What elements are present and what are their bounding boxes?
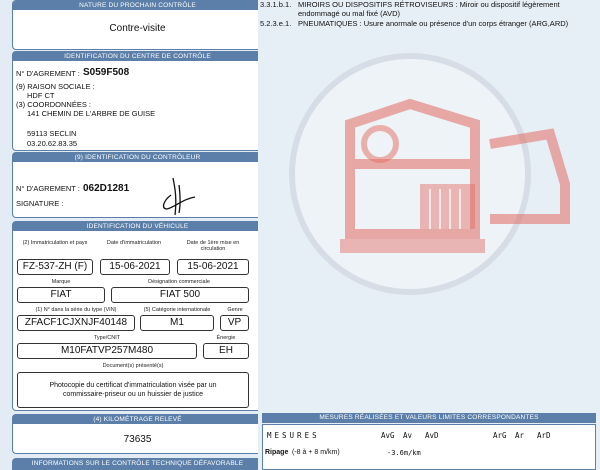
ripage-limits: (-8 à + 8 m/km)	[292, 449, 340, 456]
controller-signature-label: SIGNATURE :	[16, 199, 64, 208]
center-address-line2: 59113 SECLIN	[27, 129, 77, 138]
measures-col-avg: AvG	[381, 431, 395, 440]
measures-col-avd: AvD	[425, 431, 439, 440]
first-circ-value: 15-06-2021	[177, 259, 249, 275]
info-header: INFORMATIONS SUR LE CONTRÔLE TECHNIQUE DÉFAVORABLE	[12, 458, 263, 470]
controller-agreement-label: N° D'AGREMENT :	[16, 184, 80, 193]
mileage-value: 73635	[123, 434, 152, 445]
center-raison-value: HDF CT	[27, 91, 55, 100]
reg-value: FZ-537-ZH (F)	[17, 259, 93, 275]
docs-caption: Document(s) présenté(s)	[102, 363, 164, 369]
measures-col-ard: ArD	[537, 431, 551, 440]
defect-text: MIROIRS OU DISPOSITIFS RÉTROVISEURS : Miroir ou dispositif légèrement endommagé ou mal fixé (AVD)	[298, 0, 560, 18]
vin-value: ZFACF1CJXNJF40148	[17, 315, 135, 331]
category-value: M1	[140, 315, 214, 331]
measures-table	[262, 424, 596, 470]
next-control-value: Contre-visite	[109, 23, 166, 34]
ripage-label: Ripage	[265, 449, 289, 456]
right-panel	[258, 0, 600, 470]
controller-agreement-value: 062D1281	[83, 183, 130, 194]
genre-value: VP	[220, 315, 249, 331]
defect-text: PNEUMATIQUES : Usure anormale ou présence d'un corps étranger (ARG,ARD)	[298, 19, 569, 28]
measures-header: MESURES RÉALISÉES ET VALEURS LIMITES CORRESPONDANTES	[262, 413, 596, 423]
measures-col-ar: Ar	[515, 431, 525, 440]
next-control-header: NATURE DU PROCHAIN CONTRÔLE	[13, 1, 262, 10]
model-caption: Désignation commerciale	[148, 279, 210, 285]
center-raison-label: (9) RAISON SOCIALE :	[16, 82, 95, 91]
center-header: IDENTIFICATION DU CENTRE DE CONTRÔLE	[13, 52, 262, 61]
defect-item	[260, 0, 598, 18]
vehicle-header: IDENTIFICATION DU VÉHICULE	[13, 222, 262, 231]
genre-caption: Genre	[227, 307, 243, 313]
reg-caption: (2) Immatriculation et pays	[22, 240, 88, 246]
measures-col-arg: ArG	[493, 431, 507, 440]
mileage-header: (4) KILOMÉTRAGE RELEVÉ	[13, 415, 262, 424]
center-phone: 03.20.62.83.35	[27, 139, 78, 148]
next-control-box	[12, 0, 263, 50]
center-address-line1: 141 CHEMIN DE L'ARBRE DE GUISE	[27, 109, 156, 118]
watermark-logo-icon	[280, 44, 580, 314]
reg-date-value: 15-06-2021	[100, 259, 170, 275]
energy-value: EH	[203, 343, 249, 359]
center-box	[12, 51, 263, 151]
brand-caption: Marque	[51, 279, 71, 285]
measures-col-av: Av	[403, 431, 413, 440]
vehicle-box	[12, 221, 263, 411]
controller-header: (9) IDENTIFICATION DU CONTRÔLEUR	[13, 153, 262, 162]
model-value: FIAT 500	[111, 287, 249, 303]
defect-item	[260, 19, 598, 28]
first-circ-caption: Date de 1ère mise en circulation	[186, 240, 240, 252]
center-coord-label: (3) COORDONNÉES :	[16, 100, 92, 109]
energy-caption: Énergie	[216, 335, 236, 341]
vin-caption: (1) N° dans la série du type (VIN)	[35, 307, 117, 313]
type-value: M10FATVP257M480	[17, 343, 197, 359]
center-agreement-value: S059F508	[83, 67, 130, 78]
controller-box	[12, 152, 263, 218]
category-caption: (5) Catégorie internationale	[143, 307, 211, 313]
defect-code: 3.3.1.b.1.	[260, 0, 292, 9]
brand-value: FIAT	[17, 287, 105, 303]
center-agreement-label: N° D'AGREMENT :	[16, 69, 80, 78]
mileage-box	[12, 414, 263, 454]
docs-value: Photocopie du certificat d'immatriculation visée par un commissaire-priseur ou un huissier de justice	[17, 372, 249, 408]
reg-date-caption: Date d'immatriculation	[106, 240, 162, 246]
controller-signature-icon	[153, 173, 203, 218]
measures-title: MESURES	[267, 431, 320, 440]
ripage-value: -3.6m/km	[387, 449, 421, 457]
defect-code: 5.2.3.e.1.	[260, 19, 292, 28]
type-caption: Type/CNIT	[93, 335, 121, 341]
